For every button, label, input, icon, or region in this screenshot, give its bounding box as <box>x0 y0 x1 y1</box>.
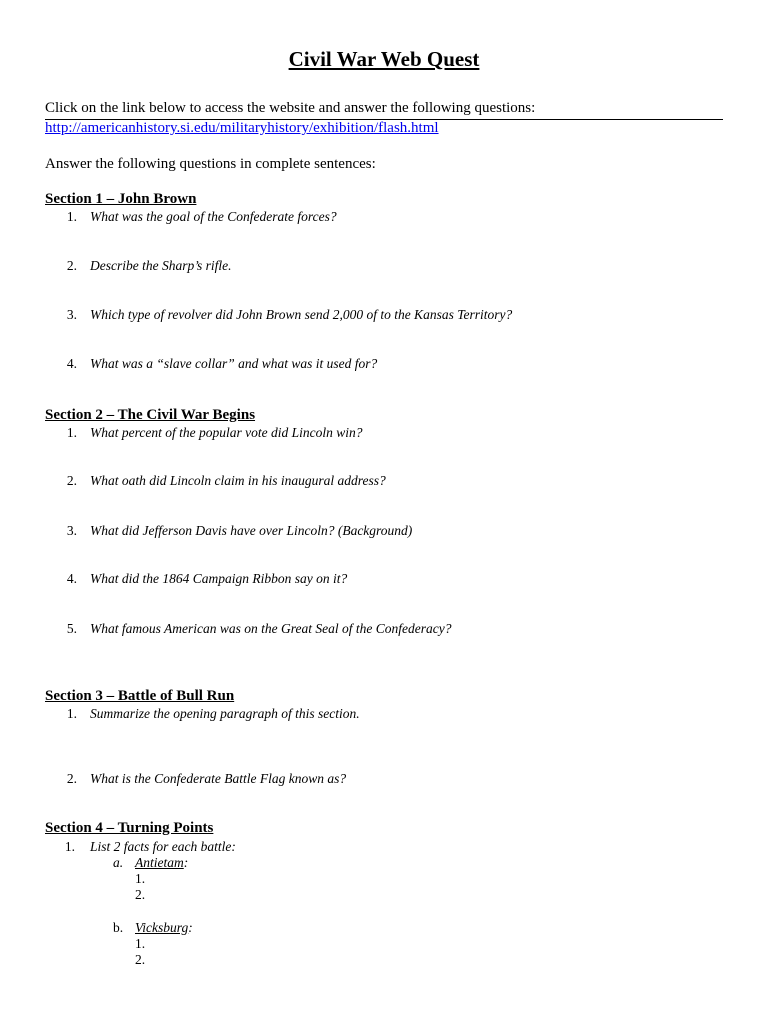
question-number: 4. <box>66 571 77 586</box>
page-title: Civil War Web Quest <box>288 47 480 71</box>
question-number: 2. <box>66 258 77 273</box>
section-3-heading: Section 3 – Battle of Bull Run <box>45 688 235 704</box>
fact-number: 1. <box>135 936 146 951</box>
question-text: What did the 1864 Campaign Ribbon say on it? <box>90 571 348 586</box>
question-number: 1. <box>66 425 77 440</box>
question-number: 2. <box>66 473 77 488</box>
section-1-heading: Section 1 – John Brown <box>45 191 197 207</box>
battle-name <box>135 855 188 871</box>
question-number: 4. <box>66 356 77 371</box>
section-4-heading: Section 4 – Turning Points <box>45 820 214 836</box>
question-number: 5. <box>66 621 77 636</box>
question-text: What famous American was on the Great Seal of the Confederacy? <box>90 621 452 636</box>
fact-number: 2. <box>135 952 146 967</box>
question-number: 1. <box>66 209 77 224</box>
question-number: 3. <box>66 523 77 538</box>
question-text: What was a “slave collar” and what was it used for? <box>90 356 378 371</box>
battle-colon: : <box>188 920 193 935</box>
question-number: 2. <box>66 771 77 786</box>
battle-name-text: Vicksburg <box>135 920 189 935</box>
question-number: 1. <box>66 706 77 721</box>
question-text: What oath did Lincoln claim in his inaugural address? <box>90 473 386 488</box>
battle-name-text: Antietam <box>135 855 184 870</box>
battle-colon: : <box>183 855 189 870</box>
website-link[interactable]: http://americanhistory.si.edu/militaryhistory/exhibition/flash.html <box>45 120 439 136</box>
question-text: List 2 facts for each battle: <box>90 839 236 854</box>
question-text: What is the Confederate Battle Flag known as? <box>90 771 347 786</box>
question-number: 1. <box>64 839 75 854</box>
question-text: Describe the Sharp’s rifle. <box>90 258 232 273</box>
instructions-text: Click on the link below to access the website and answer the following questions: <box>45 100 536 116</box>
question-text: Which type of revolver did John Brown send 2,000 of to the Kansas Territory? <box>90 307 513 322</box>
battle-letter: a. <box>113 855 124 870</box>
battle-letter: b. <box>113 920 124 935</box>
question-text: Summarize the opening paragraph of this section. <box>90 706 360 721</box>
fact-number: 2. <box>135 887 146 902</box>
question-text: What was the goal of the Confederate forces? <box>90 209 337 224</box>
fact-number: 1. <box>135 871 146 886</box>
battle-name <box>135 920 193 936</box>
answer-note: Answer the following questions in complete sentences: <box>45 156 376 172</box>
question-text: What percent of the popular vote did Lincoln win? <box>90 425 363 440</box>
section-2-heading: Section 2 – The Civil War Begins <box>45 407 256 423</box>
question-number: 3. <box>66 307 77 322</box>
question-text: What did Jefferson Davis have over Lincoln? (Background) <box>90 523 413 538</box>
